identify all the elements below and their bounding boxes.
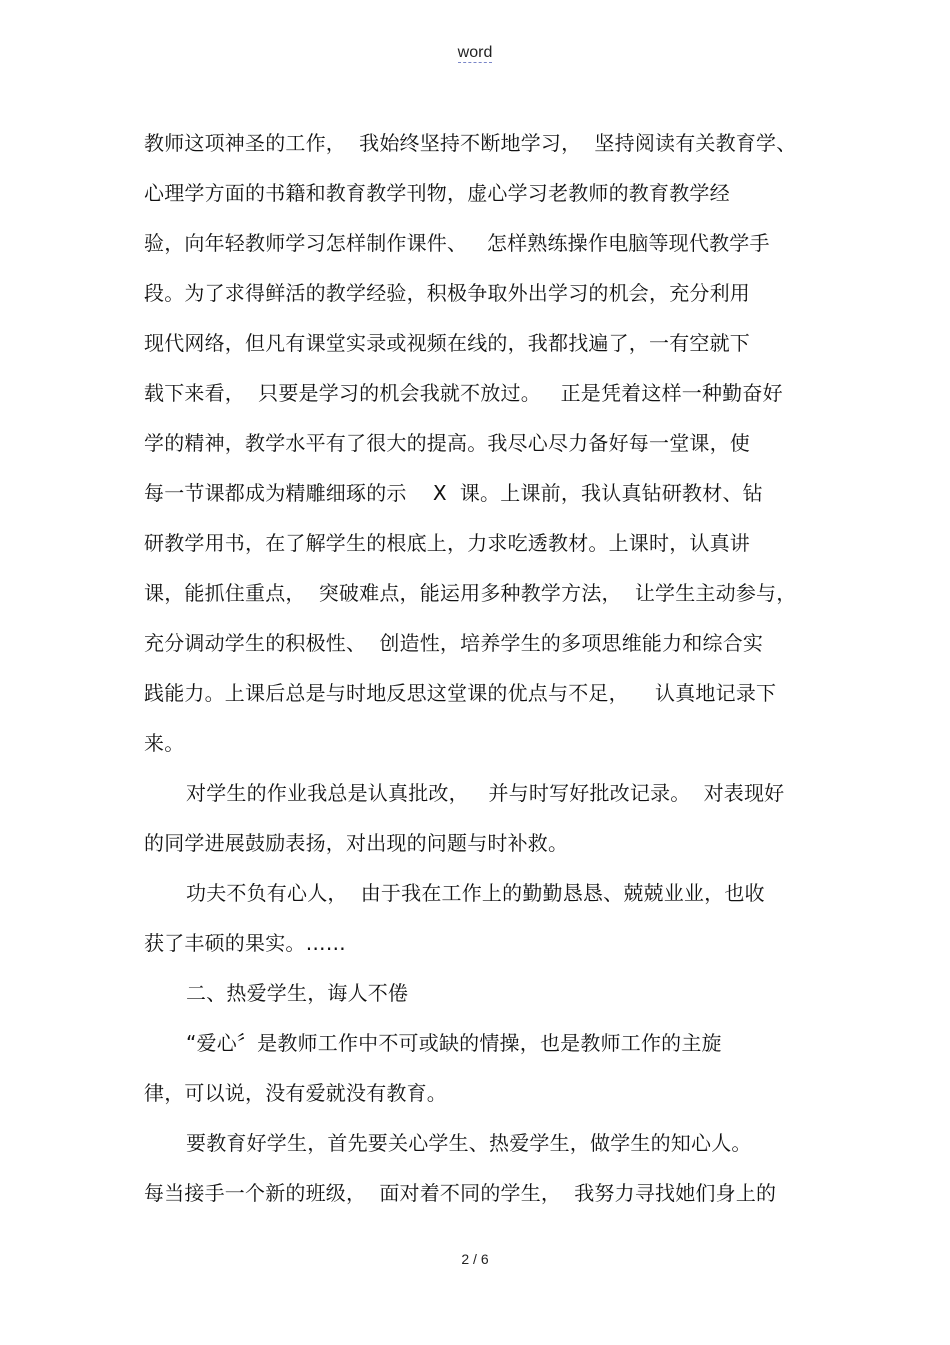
text-line: 获了丰硕的果实。…… [144, 931, 346, 955]
text-line: 践能力。上课后总是与时地反思这堂课的优点与不足， 认真地记录下 [144, 681, 777, 705]
text-line: 要教育好学生，首先要关心学生、热爱学生，做学生的知心人。 [186, 1131, 752, 1155]
text-line: “爱心〞是教师工作中不可或缺的情操，也是教师工作的主旋 [186, 1031, 722, 1055]
text-line: 验，向年轻教师学习怎样制作课件、 怎样熟练操作电脑等现代教学手 [144, 231, 770, 255]
text-line: 载下来看， 只要是学习的机会我就不放过。 正是凭着这样一种勤奋好 [144, 381, 783, 405]
text-line: 每一节课都成为精雕细琢的示 X 课。上课前，我认真钻研教材、钻 [144, 481, 763, 505]
text-line: 功夫不负有心人， 由于我在工作上的勤勤恳恳、兢兢业业，也收 [186, 881, 765, 905]
text-line: 研教学用书，在了解学生的根底上，力求吃透教材。上课时，认真讲 [144, 531, 750, 555]
text-line: 学的精神，教学水平有了很大的提高。我尽心尽力备好每一堂课，使 [144, 431, 750, 455]
text-line: 课，能抓住重点， 突破难点，能运用多种教学方法， 让学生主动参与， [144, 581, 797, 605]
text-line: 每当接手一个新的班级， 面对着不同的学生， 我努力寻找她们身上的 [144, 1181, 777, 1205]
text-line: 律，可以说，没有爱就没有教育。 [144, 1081, 447, 1105]
text-line: 来。 [144, 731, 185, 755]
text-line: 段。为了求得鲜活的教学经验，积极争取外出学习的机会，充分利用 [144, 281, 750, 305]
text-line: 心理学方面的书籍和教育教学刊物，虚心学习老教师的教育教学经 [144, 181, 730, 205]
text-line: 现代网络，但凡有课堂实录或视频在线的，我都找遍了，一有空就下 [144, 331, 750, 355]
text-line: 二、热爱学生，诲人不倦 [186, 981, 409, 1005]
page-number: 2 / 6 [461, 1251, 489, 1267]
text-line: 对学生的作业我总是认真批改， 并与时写好批改记录。 对表现好 [186, 781, 785, 805]
text-line: 充分调动学生的积极性、 创造性，培养学生的多项思维能力和综合实 [144, 631, 764, 655]
page-header [0, 44, 950, 62]
document-body [144, 118, 814, 1218]
text-line: 的同学进展鼓励表扬，对出现的问题与时补救。 [144, 831, 569, 855]
text-line: 教师这项神圣的工作， 我始终坚持不断地学习， 坚持阅读有关教育学、 [144, 131, 797, 155]
header-title: word [457, 44, 493, 61]
